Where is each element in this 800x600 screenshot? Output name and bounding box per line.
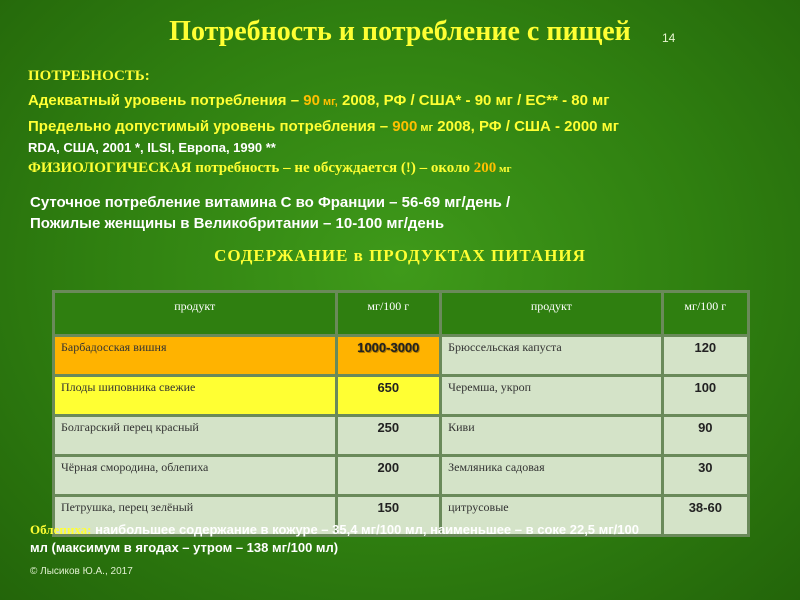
value-cell: 200: [338, 457, 440, 494]
product-cell: Болгарский перец красный: [55, 417, 335, 454]
value-cell: 150: [338, 497, 440, 534]
physiological-line: [28, 160, 512, 177]
adequate-level-line: [28, 92, 609, 109]
product-cell: Киви: [442, 417, 661, 454]
table-row: [55, 377, 747, 414]
upper-unit: мг: [417, 122, 434, 134]
value-cell: 120: [664, 337, 747, 374]
physio-label: ФИЗИОЛОГИЧЕСКАЯ потребность – не обсуждается (!) – около: [28, 160, 474, 176]
product-cell: Брюссельская капуста: [442, 337, 661, 374]
value-cell: 1000-3000: [338, 337, 440, 374]
upper-level-line: [28, 118, 619, 135]
adequate-value: 90: [303, 92, 320, 109]
intake-uk-line: Пожилые женщины в Великобритании – 10-100 мг/день: [30, 215, 445, 232]
value-cell: 100: [664, 377, 747, 414]
rda-line: RDA, США, 2001 *, ILSI, Европа, 1990 **: [28, 140, 276, 155]
adequate-unit: мг,: [319, 96, 338, 108]
upper-value: 900: [392, 118, 418, 135]
adequate-rest: 2008, РФ / США* - 90 мг / ЕС** - 80 мг: [337, 92, 610, 109]
upper-label: Предельно допустимый уровень потребления –: [28, 118, 393, 135]
table-header: мг/100 г: [664, 293, 747, 334]
physio-value: 200: [473, 160, 497, 176]
table-header-row: [55, 293, 747, 334]
slide-title: Потребность и потребление с пищей: [169, 16, 631, 47]
intake-france-line: Суточное потребление витамина С во Франции – 56-69 мг/день /: [30, 194, 511, 211]
table-row: [55, 417, 747, 454]
value-cell: 250: [338, 417, 440, 454]
adequate-label: Адекватный уровень потребления –: [28, 92, 304, 109]
note-line2: мл (максимум в ягодах – утром – 138 мг/100 мл): [30, 540, 339, 555]
product-cell: цитрусовые: [442, 497, 661, 534]
table-row: [55, 457, 747, 494]
need-header: ПОТРЕБНОСТЬ:: [28, 68, 150, 84]
note-label: Облепиха:: [30, 522, 92, 537]
table-row: [55, 337, 747, 374]
note-line1: наибольшее содержание в кожуре – 35,4 мг/100 мл, наименьшее – в соке 22,5 мг/100: [91, 522, 639, 537]
value-cell: 650: [338, 377, 440, 414]
table-header: продукт: [442, 293, 661, 334]
copyright: © Лысиков Ю.А., 2017: [30, 566, 133, 577]
product-cell: Петрушка, перец зелёный: [55, 497, 335, 534]
product-cell: Плоды шиповника свежие: [55, 377, 335, 414]
sea-buckthorn-note: [30, 522, 639, 538]
value-cell: 90: [664, 417, 747, 454]
table-header: продукт: [55, 293, 335, 334]
product-cell: Чёрная смородина, облепиха: [55, 457, 335, 494]
value-cell: 30: [664, 457, 747, 494]
product-cell: Барбадосская вишня: [55, 337, 335, 374]
content-table: [52, 290, 750, 537]
physio-unit: мг: [496, 163, 512, 175]
product-cell: Черемша, укроп: [442, 377, 661, 414]
upper-rest: 2008, РФ / США - 2000 мг: [433, 118, 620, 135]
value-cell: 38-60: [664, 497, 747, 534]
slide-number: 14: [662, 31, 676, 45]
section-title: СОДЕРЖАНИЕ в ПРОДУКТАХ ПИТАНИЯ: [214, 246, 586, 265]
product-cell: Земляника садовая: [442, 457, 661, 494]
table-header: мг/100 г: [338, 293, 440, 334]
